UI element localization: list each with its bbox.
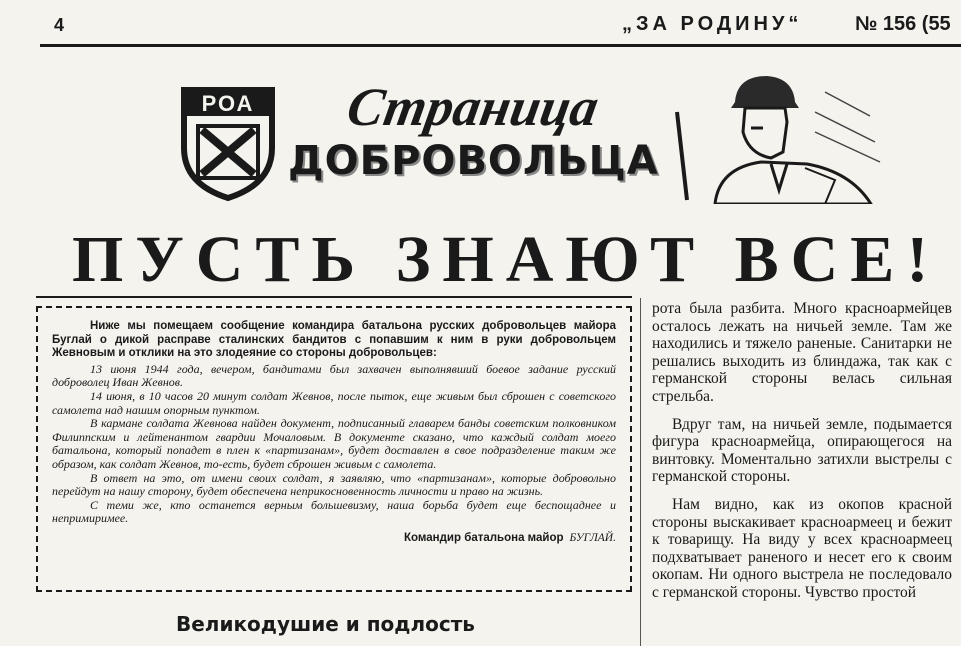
signature-name: БУГЛАЙ. [569, 531, 616, 544]
notice-paragraph: С теми же, кто останется верным большевизму, наша борьба будет еще беспощаднее и непримиримее. [52, 497, 616, 526]
masthead-script-title: Страница [342, 77, 604, 137]
section-masthead [180, 72, 900, 212]
notice-intro: Ниже мы помещаем сообщение командира батальона русских добровольцев майора Буглай о дикой расправе сталинских бандитов с попавшим к ним в руки добровольцем Жевновым и отклики на это злодеяние со стороны добровольцев: [52, 320, 616, 360]
svg-text:РОА: РОА [201, 91, 255, 116]
commander-notice-box [36, 306, 632, 592]
notice-paragraph: 13 июня 1944 года, вечером, бандитами был захвачен выполнявший боевое задание русский доброволец Иван Жевнов. [52, 361, 616, 390]
article-paragraph: Вдруг там, на ничьей земле, подымается фигура красноармейца, опирающегося на винтовку. Моментально затихли выстрелы с германской стороны. [652, 415, 952, 486]
header-rule [40, 44, 961, 47]
main-headline: ПУСТЬ ЗНАЮТ ВСЕ! [72, 223, 941, 296]
signature-title: Командир батальона майор [404, 531, 564, 544]
column-divider [640, 298, 641, 646]
article-paragraph: рота была разбита. Много красноармейцев осталось лежать на ничьей земле. Там же находились и тяжело раненые. Санитарки не решались выходить из блиндажа, так как с германской стороны велась сильная стрельба. [652, 300, 952, 405]
right-article-column [652, 300, 952, 612]
notice-signature [52, 532, 616, 546]
page-header [0, 0, 961, 48]
soldier-illustration [675, 72, 885, 204]
issue-number: № 156 (55 [855, 13, 951, 35]
notice-paragraph: В кармане солдата Жевнова найден документ, подписанный главарем банды советским полковником Филиппским и лейтенантом гвардии Мочаловым. В документе сказано, что каждый солдат моего батальона, который попадет в плен к «партизанам», будет доставлен в свое подразделение таким же образом, как солдат Жевнов, то-есть, будет сброшен живым с самолета. [52, 416, 616, 471]
newspaper-name: „ЗА РОДИНУ“ [622, 13, 803, 35]
roa-shield-icon [180, 86, 276, 202]
article-subheadline: Великодушие и подлость [176, 612, 475, 636]
masthead-block-title: ДОБРОВОЛЬЦА [288, 138, 659, 184]
page-number: 4 [54, 15, 65, 35]
headline-rule [36, 296, 632, 298]
notice-paragraph: В ответ на это, от имени своих солдат, я заявляю, что «партизанам», которые добровольно перейдут на нашу сторону, будет обеспечена неприкосновенность личности и право на жизнь. [52, 470, 616, 499]
notice-paragraph: 14 июня, в 10 часов 20 минут солдат Жевнов, после пыток, еще живым был сброшен с советского самолета над нашим опорным пунктом. [52, 388, 616, 417]
article-paragraph: Нам видно, как из окопов красной стороны выскакивает красноармеец и бежит к товарищу. На виду у всех красноармеец подхватывает раненого и несет его к своим окопам. Ни одного выстрела не последовало с германской стороны. Чувство простой [652, 495, 952, 601]
